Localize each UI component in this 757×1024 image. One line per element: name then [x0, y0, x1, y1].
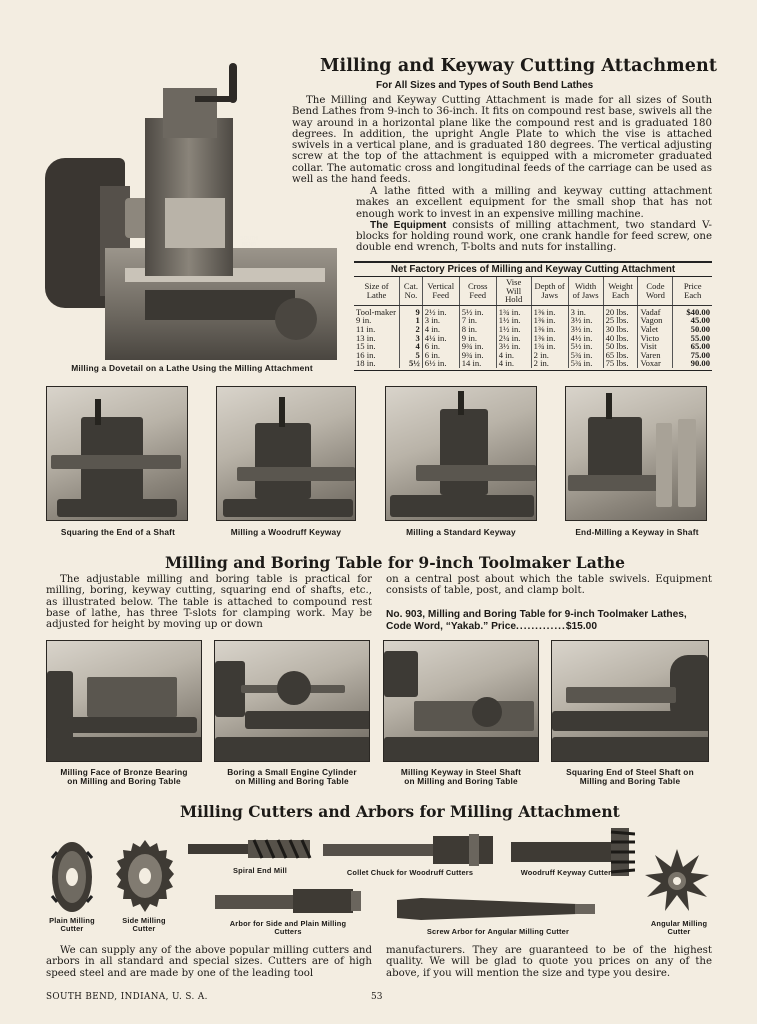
caption-collet-chuck: Collet Chuck for Woodruff Cutters — [346, 868, 474, 877]
col-header: Cat. No. — [400, 277, 423, 305]
cutters-paragraph-right: manufacturers. They are guaranteed to be of the highest quality. We will be glad to quote you prices on any of the above, if you will mention the size and type you desire. — [386, 945, 712, 979]
caption-arbor — [212, 920, 364, 936]
angular-milling-cutter-icon — [645, 849, 709, 915]
intro-text — [292, 95, 712, 185]
price-table-cell: 4 in. — [422, 325, 459, 334]
photo-keyway-steel-shaft — [383, 640, 539, 762]
price-table-header — [354, 277, 712, 305]
col-header: Vertical Feed — [422, 277, 459, 305]
caption-line: Milling and Boring Table — [579, 776, 681, 786]
price-table-cell: 3½ in. — [568, 325, 603, 334]
photo-woodruff-keyway — [216, 386, 356, 521]
boring-paragraph-right: on a central post about which the table swivels. Equipment consists of table, post, and clamp bolt. — [386, 574, 712, 597]
cutters-text-right — [386, 945, 712, 979]
price-table-cell: 2¼ in. — [496, 334, 531, 343]
price-table-cell: 8 in. — [459, 325, 496, 334]
price-table-cell: 7 in. — [459, 316, 496, 325]
caption-line: Milling Keyway in Steel Shaft — [400, 767, 522, 777]
price-table-cell: 65.00 — [673, 342, 712, 351]
price-table-cell: 50.00 — [673, 325, 712, 334]
price-table-cell: 16 in. — [356, 349, 376, 360]
price-table-cell: 1⅜ in. — [531, 325, 568, 334]
price-table-row — [354, 316, 712, 325]
price-table-cell: 5¾ in. — [568, 359, 603, 368]
price-table-cell: 11 in. — [356, 323, 376, 334]
price-table-cell: 1⅜ in. — [531, 334, 568, 343]
caption-spiral-end-mill: Spiral End Mill — [233, 866, 287, 875]
caption-engine-cylinder — [208, 768, 376, 786]
price-table-cell: 4 — [400, 342, 423, 351]
price-table-cell: 90.00 — [673, 359, 712, 368]
price-table-cell: 55.00 — [673, 334, 712, 343]
price-table-cell: Varen — [638, 351, 673, 360]
price-table-cell: 4 in. — [496, 351, 531, 360]
caption-squaring-shaft: Squaring the End of a Shaft — [60, 527, 176, 537]
price-table-cell: 5½ — [400, 359, 423, 368]
caption-line: on Milling and Boring Table — [404, 776, 518, 786]
price-table-cell: 50 lbs. — [603, 342, 638, 351]
col-header: Cross Feed — [459, 277, 496, 305]
col-header: Price Each — [673, 277, 712, 305]
col-header: Width of Jaws — [568, 277, 603, 305]
price-table-bottom-rule — [354, 370, 712, 371]
photo-engine-cylinder — [214, 640, 370, 762]
price-table-cell: 20 lbs. — [603, 305, 638, 316]
price-table-cell: 3 in. — [422, 316, 459, 325]
price-table-cell: 9¾ in. — [459, 351, 496, 360]
caption-line: Cutters — [274, 927, 302, 936]
price-table-cell: 5 — [400, 351, 423, 360]
price-table-cell: 1½ in. — [496, 316, 531, 325]
caption-line: Plain Milling — [49, 916, 95, 925]
price-table-cell: 4 in. — [496, 359, 531, 368]
intro-text-2 — [356, 186, 712, 254]
boring-text-left — [46, 574, 372, 630]
price-table-cell: $40.00 — [673, 305, 712, 316]
caption-line: Boring a Small Engine Cylinder — [227, 767, 357, 777]
cutters-paragraph-left: We can supply any of the above popular milling cutters and arbors in all standard and special sizes. Cutters are of high speed steel and are made by one of the leading tool — [46, 945, 372, 979]
lathe-badge: SOUTH BEND — [240, 236, 258, 248]
price-table-cell: Victo — [638, 334, 673, 343]
price-table-cell: Vadaf — [638, 305, 673, 316]
price-table-cell: 3 in. — [568, 305, 603, 316]
col-header: Code Word — [638, 277, 673, 305]
col-header: Size of Lathe — [354, 277, 400, 305]
price-table-cell: Valet — [638, 325, 673, 334]
price-table-cell: 1⅜ in. — [531, 305, 568, 316]
price-table-cell: 14 in. — [459, 359, 496, 368]
price-table-cell: 4½ in. — [568, 334, 603, 343]
side-milling-cutter-icon — [116, 839, 174, 913]
price-table — [354, 277, 712, 368]
price-table-title-text: Net Factory Prices of Milling and Keyway Cutting Attachment — [390, 264, 676, 275]
cutters-text-left — [46, 945, 372, 979]
price-table-cell: Visit — [638, 342, 673, 351]
boring-order-price: $15.00 — [565, 621, 597, 632]
collet-chuck-icon — [323, 834, 495, 866]
price-table-cell: 5½ in. — [459, 305, 496, 316]
col-header: Vise Will Hold — [496, 277, 531, 305]
photo-standard-keyway — [385, 386, 537, 521]
page-subtitle: For All Sizes and Types of South Bend Lathes — [376, 80, 594, 91]
boring-order-line: No. 903, Milling and Boring Table for 9-inch Toolmaker Lathes, Code Word, “Yakab.” Price.............$15.00 — [386, 609, 687, 632]
caption-standard-keyway: Milling a Standard Keyway — [406, 527, 516, 537]
price-table-cell: 1¾ in. — [531, 342, 568, 351]
boring-section-title: Milling and Boring Table for 9-inch Toolmaker Lathe — [165, 553, 626, 572]
price-table-cell: 25 lbs. — [603, 316, 638, 325]
price-table-cell: 3 — [400, 334, 423, 343]
price-table-cell: 1 — [400, 316, 423, 325]
page-title: Milling and Keyway Cutting Attachment — [320, 56, 718, 76]
price-table-title — [354, 261, 712, 277]
price-table-row — [354, 359, 712, 368]
price-table-cell: 1¾ in. — [496, 305, 531, 316]
price-table-cell: 4¼ in. — [422, 334, 459, 343]
footer-location: SOUTH BEND, INDIANA, U. S. A. — [46, 992, 208, 1002]
price-table-cell: 75 lbs. — [603, 359, 638, 368]
caption-line: Side Milling — [122, 916, 166, 925]
caption-screw-arbor: Screw Arbor for Angular Milling Cutter — [426, 927, 570, 936]
boring-text-right — [386, 574, 712, 597]
cutters-section-title: Milling Cutters and Arbors for Milling Attachment — [180, 802, 620, 821]
caption-keyway-steel-shaft — [377, 768, 545, 786]
caption-angular-cutter — [641, 920, 717, 936]
intro-paragraph: The Milling and Keyway Cutting Attachment is made for all sizes of South Bend Lathes from 9-inch to 36-inch. It fits on compound rest base, swivels all the way around in a horizontal plane like the compound rest and is graduated 180 degrees. In addition, the upright Angle Plate to which the vise is attached swivels in a vertical plane, and is graduated 180 degrees. The vertical adjusting screw at the top of the attachment is equipped with a micrometer graduated collar. The automatic cross and longitudinal feeds of the carriage can be used as well as the hand feeds. — [292, 95, 712, 186]
photo-bronze-bearing — [46, 640, 202, 762]
caption-end-milling: End-Milling a Keyway in Shaft — [575, 527, 699, 537]
price-table-cell: 9¾ in. — [459, 342, 496, 351]
price-table-cell: 9 in. — [459, 334, 496, 343]
price-table-cell: 13 in. — [356, 332, 376, 343]
boring-paragraph-left: The adjustable milling and boring table is practical for milling, boring, keyway cutting, squaring end of shafts, etc., as illustrated below. The table is attached to compound rest base of lathe, has three T-slots for clamping work. May be adjusted for height by moving up or down — [46, 574, 372, 631]
price-table-cell: 30 lbs. — [603, 325, 638, 334]
spiral-end-mill-icon — [188, 836, 312, 862]
caption-plain-cutter — [40, 917, 104, 933]
caption-line: on Milling and Boring Table — [235, 776, 349, 786]
plain-milling-cutter-icon — [47, 838, 97, 916]
page-number: 53 — [371, 992, 383, 1002]
price-table-cell: 75.00 — [673, 351, 712, 360]
price-table-cell: 2½ in. — [422, 305, 459, 316]
intro-paragraph-2: A lathe fitted with a milling and keyway cutting attachment makes an excellent equipment for the small shop that has not enough work to invest in an expensive milling machine. — [356, 186, 712, 220]
caption-line: Cutter — [132, 924, 156, 933]
price-table-cell: 3½ in. — [568, 316, 603, 325]
price-table-cell: 2 — [400, 325, 423, 334]
main-photo-caption: Milling a Dovetail on a Lathe Using the Milling Attachment — [71, 363, 313, 373]
caption-woodruff-cutter: Woodruff Keyway Cutter — [520, 868, 612, 877]
boring-order-text: No. 903, Milling and Boring Table for 9-inch Toolmaker Lathes, Code Word, “Yakab.” Price — [386, 609, 687, 632]
photo-squaring-shaft — [46, 386, 188, 521]
price-table-cell: 2 in. — [531, 351, 568, 360]
price-table-row — [354, 334, 712, 343]
caption-line: Cutter — [60, 924, 84, 933]
caption-bronze-bearing — [40, 768, 208, 786]
price-table-cell: 6 in. — [422, 342, 459, 351]
caption-line: Arbor for Side and Plain Milling — [229, 919, 347, 928]
price-table-cell: Vagon — [638, 316, 673, 325]
caption-woodruff-keyway: Milling a Woodruff Keyway — [230, 527, 342, 537]
price-table-cell: 1⅜ in. — [531, 316, 568, 325]
caption-line: Squaring End of Steel Shaft on — [566, 767, 694, 777]
equipment-paragraph — [356, 220, 712, 254]
price-table-cell: 9 — [400, 305, 423, 316]
price-table-cell: 5½ in. — [568, 342, 603, 351]
price-table-cell: Tool-maker — [356, 306, 396, 317]
arbor-icon — [215, 885, 363, 917]
price-table-cell: 6 in. — [422, 351, 459, 360]
equipment-text: consists of milling attachment, two standard V-blocks for holding round work, one crank handle for feed screw, one double end wrench, T-bolts and nuts for installing. — [356, 219, 712, 254]
price-table-cell: Voxar — [638, 359, 673, 368]
price-table-cell: 40 lbs. — [603, 334, 638, 343]
price-table-cell: 1½ in. — [496, 325, 531, 334]
caption-squaring-steel-shaft — [546, 768, 714, 786]
photo-end-milling — [565, 386, 707, 521]
caption-line: Angular Milling — [650, 919, 708, 928]
caption-side-cutter — [108, 917, 180, 933]
price-table-cell: 9 in. — [356, 315, 372, 326]
price-table-cell: 6½ in. — [422, 359, 459, 368]
price-table-cell: 3½ in. — [496, 342, 531, 351]
price-table-cell: 5¾ in. — [568, 351, 603, 360]
col-header: Depth of Jaws — [531, 277, 568, 305]
screw-arbor-icon — [397, 896, 597, 922]
equipment-lead: The Equipment — [370, 219, 447, 231]
price-table-body — [354, 305, 712, 368]
price-table-cell: 65 lbs. — [603, 351, 638, 360]
caption-line: Cutter — [667, 927, 691, 936]
photo-squaring-steel-shaft — [551, 640, 709, 762]
price-table-cell: 45.00 — [673, 316, 712, 325]
price-table-cell: 2 in. — [531, 359, 568, 368]
price-table-cell: 15 in. — [356, 341, 376, 352]
price-table-cell: 18 in. — [356, 358, 376, 369]
caption-line: on Milling and Boring Table — [67, 776, 181, 786]
caption-line: Milling Face of Bronze Bearing — [60, 767, 188, 777]
col-header: Weight Each — [603, 277, 638, 305]
